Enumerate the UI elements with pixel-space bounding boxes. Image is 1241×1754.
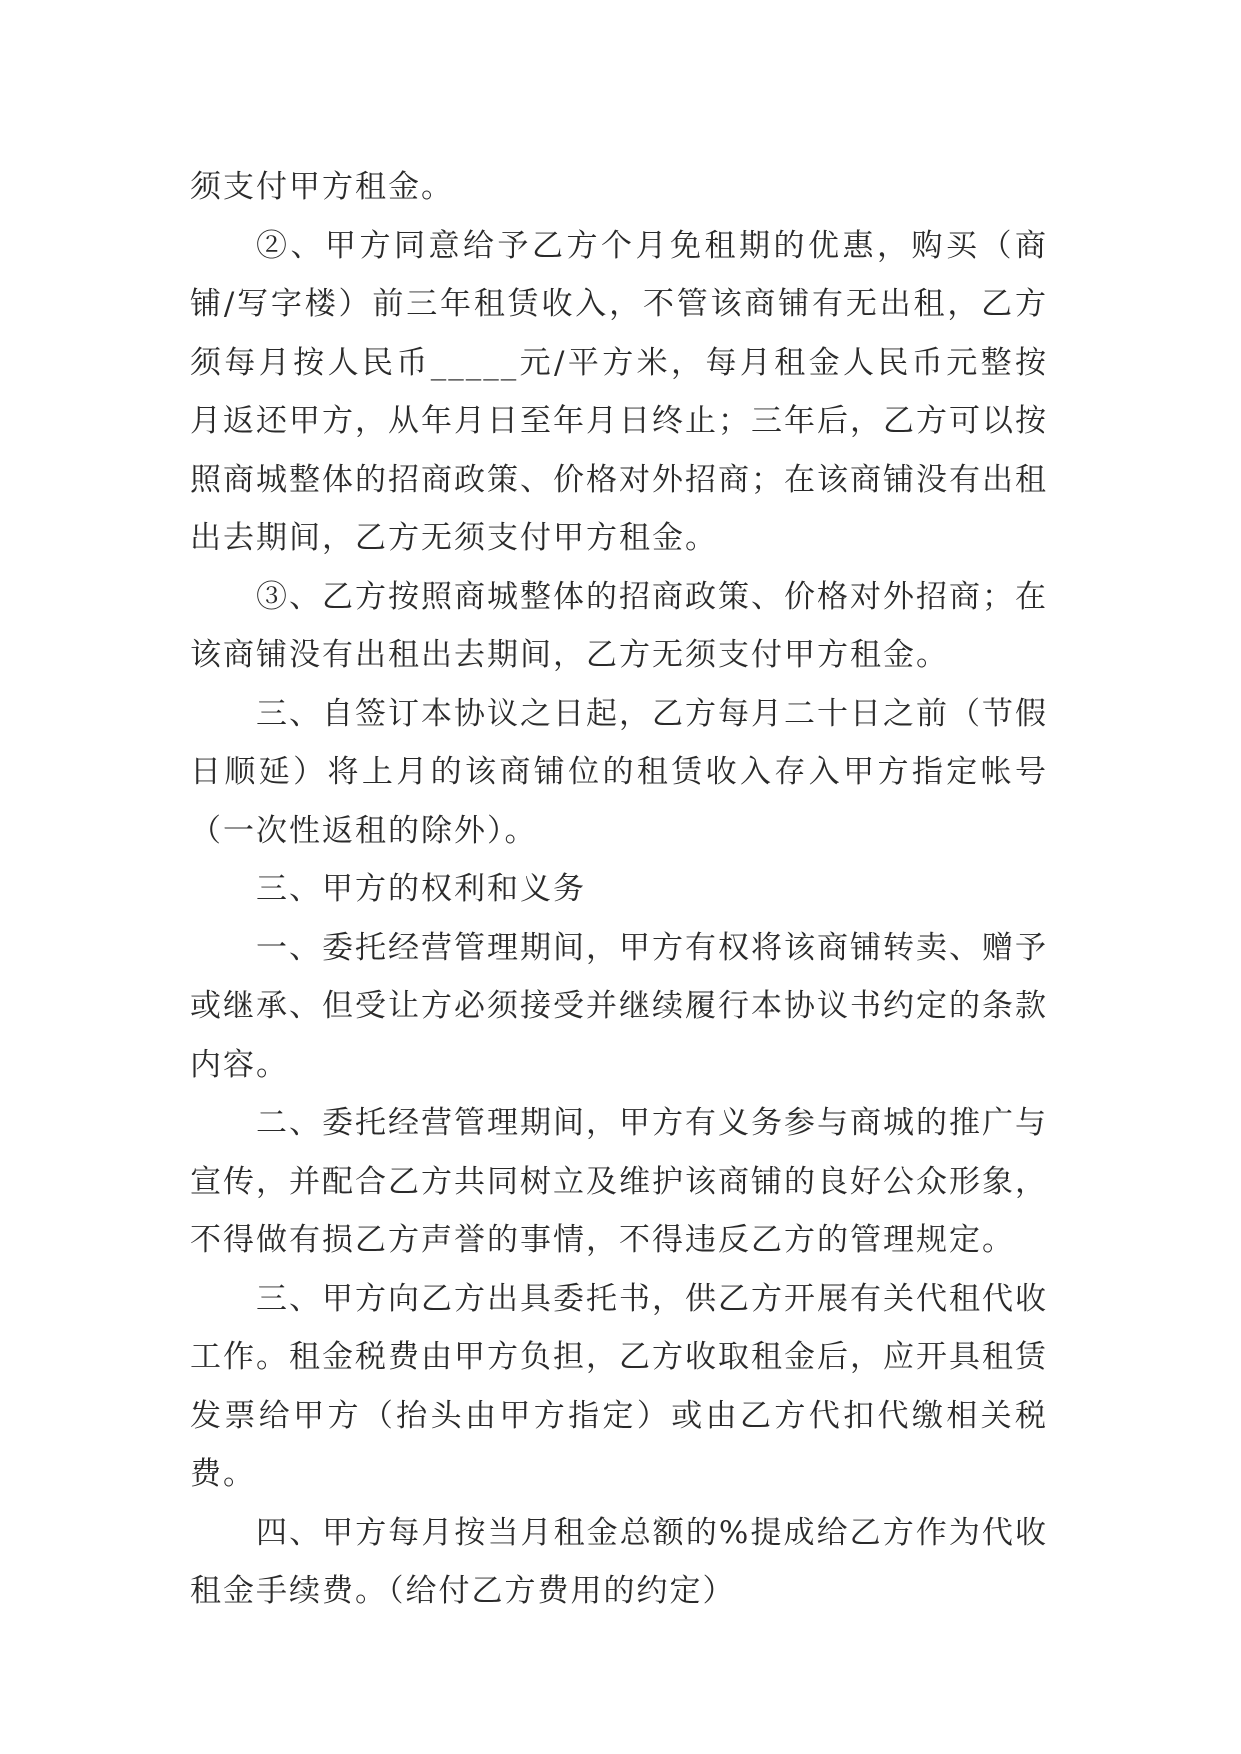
paragraph-rights-2: 二、委托经营管理期间，甲方有义务参与商城的推广与宣传，并配合乙方共同树立及维护该商铺的良好公众形象，不得做有损乙方声誉的事情，不得违反乙方的管理规定。 [190,1105,1048,1258]
document-body [190,158,1048,1621]
section-heading-party-a-rights: 三、甲方的权利和义务 [256,871,586,907]
paragraph-continuation: 须支付甲方租金。 [190,169,454,205]
paragraph-rights-1: 一、委托经营管理期间，甲方有权将该商铺转卖、赠予或继承、但受让方必须接受并继续履行本协议书约定的条款内容。 [190,929,1048,1083]
paragraph-clause-2: ②、甲方同意给予乙方个月免租期的优惠，购买（商铺/写字楼）前三年租赁收入，不管该商铺有无出租，乙方须每月按人民币_____元/平方米，每月租金人民币元整按月返还甲方，从年月日至年月日终止；三年后，乙方可以按照商城整体的招商政策、价格对外招商；在该商铺没有出租出去期间，乙方无须支付甲方租金。 [190,227,1048,556]
paragraph-payment-deadline: 三、自签订本协议之日起，乙方每月二十日之前（节假日顺延）将上月的该商铺位的租赁收入存入甲方指定帐号（一次性返租的除外）。 [190,695,1048,849]
paragraph-rights-4: 四、甲方每月按当月租金总额的%提成给乙方作为代收租金手续费。（给付乙方费用的约定） [190,1514,1048,1609]
paragraph-rights-3: 三、甲方向乙方出具委托书，供乙方开展有关代租代收工作。租金税费由甲方负担，乙方收取租金后，应开具租赁发票给甲方（抬头由甲方指定）或由乙方代扣代缴相关税费。 [190,1280,1048,1492]
paragraph-clause-3: ③、乙方按照商城整体的招商政策、价格对外招商；在该商铺没有出租出去期间，乙方无须支付甲方租金。 [190,578,1048,673]
